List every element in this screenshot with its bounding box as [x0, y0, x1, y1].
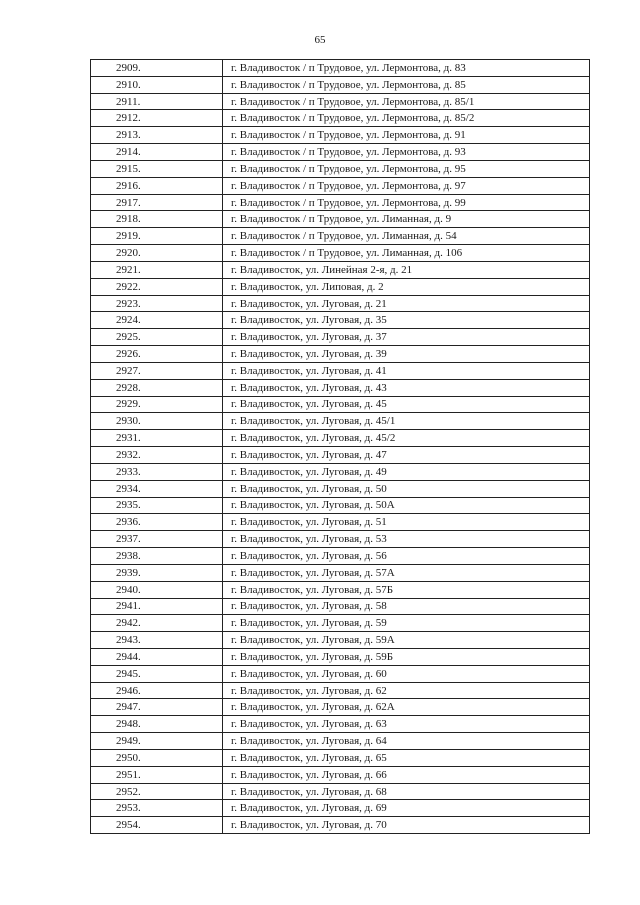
address-cell: г. Владивосток / п Трудовое, ул. Лермонтова, д. 99 — [223, 194, 590, 211]
row-number-cell: 2954. — [91, 817, 223, 834]
row-number-cell: 2953. — [91, 800, 223, 817]
address-cell: г. Владивосток, ул. Луговая, д. 69 — [223, 800, 590, 817]
table-row — [91, 60, 590, 77]
table-row — [91, 783, 590, 800]
table-row — [91, 430, 590, 447]
address-cell: г. Владивосток, ул. Луговая, д. 56 — [223, 548, 590, 565]
page-number: 65 — [314, 34, 326, 46]
address-cell: г. Владивосток, ул. Луговая, д. 53 — [223, 531, 590, 548]
table-row — [91, 329, 590, 346]
table-row — [91, 463, 590, 480]
address-cell: г. Владивосток, ул. Луговая, д. 62 — [223, 682, 590, 699]
address-cell: г. Владивосток, ул. Луговая, д. 50 — [223, 480, 590, 497]
table-row — [91, 648, 590, 665]
row-number-cell: 2923. — [91, 295, 223, 312]
table-row — [91, 245, 590, 262]
table-row — [91, 817, 590, 834]
table-row — [91, 665, 590, 682]
address-cell: г. Владивосток, ул. Липовая, д. 2 — [223, 278, 590, 295]
address-cell: г. Владивосток, ул. Луговая, д. 58 — [223, 598, 590, 615]
row-number-cell: 2925. — [91, 329, 223, 346]
table-row — [91, 76, 590, 93]
row-number-cell: 2930. — [91, 413, 223, 430]
address-cell: г. Владивосток, ул. Луговая, д. 59А — [223, 632, 590, 649]
address-cell: г. Владивосток, ул. Луговая, д. 45/2 — [223, 430, 590, 447]
address-cell: г. Владивосток / п Трудовое, ул. Лермонтова, д. 83 — [223, 60, 590, 77]
table-row — [91, 228, 590, 245]
row-number-cell: 2913. — [91, 127, 223, 144]
address-cell: г. Владивосток, ул. Луговая, д. 70 — [223, 817, 590, 834]
row-number-cell: 2920. — [91, 245, 223, 262]
table-row — [91, 733, 590, 750]
row-number-cell: 2915. — [91, 160, 223, 177]
table-row — [91, 564, 590, 581]
table-row — [91, 480, 590, 497]
address-cell: г. Владивосток / п Трудовое, ул. Лермонтова, д. 85/2 — [223, 110, 590, 127]
address-cell: г. Владивосток / п Трудовое, ул. Лиманная, д. 9 — [223, 211, 590, 228]
table-row — [91, 110, 590, 127]
address-cell: г. Владивосток, ул. Линейная 2-я, д. 21 — [223, 261, 590, 278]
row-number-cell: 2928. — [91, 379, 223, 396]
table-row — [91, 598, 590, 615]
address-cell: г. Владивосток, ул. Луговая, д. 66 — [223, 766, 590, 783]
table-row — [91, 682, 590, 699]
table-row — [91, 548, 590, 565]
row-number-cell: 2938. — [91, 548, 223, 565]
row-number-cell: 2909. — [91, 60, 223, 77]
row-number-cell: 2948. — [91, 716, 223, 733]
table-row — [91, 716, 590, 733]
row-number-cell: 2951. — [91, 766, 223, 783]
address-cell: г. Владивосток, ул. Луговая, д. 45/1 — [223, 413, 590, 430]
row-number-cell: 2933. — [91, 463, 223, 480]
table-row — [91, 615, 590, 632]
table-row — [91, 699, 590, 716]
row-number-cell: 2918. — [91, 211, 223, 228]
table-row — [91, 379, 590, 396]
address-cell: г. Владивосток / п Трудовое, ул. Лермонтова, д. 93 — [223, 144, 590, 161]
address-cell: г. Владивосток, ул. Луговая, д. 45 — [223, 396, 590, 413]
row-number-cell: 2924. — [91, 312, 223, 329]
table-row — [91, 144, 590, 161]
row-number-cell: 2952. — [91, 783, 223, 800]
address-cell: г. Владивосток, ул. Луговая, д. 47 — [223, 447, 590, 464]
address-cell: г. Владивосток, ул. Луговая, д. 51 — [223, 514, 590, 531]
address-cell: г. Владивосток, ул. Луговая, д. 39 — [223, 346, 590, 363]
address-cell: г. Владивосток, ул. Луговая, д. 50А — [223, 497, 590, 514]
table-row — [91, 413, 590, 430]
address-cell: г. Владивосток, ул. Луговая, д. 64 — [223, 733, 590, 750]
row-number-cell: 2950. — [91, 749, 223, 766]
table-row — [91, 278, 590, 295]
address-cell: г. Владивосток, ул. Луговая, д. 62А — [223, 699, 590, 716]
row-number-cell: 2949. — [91, 733, 223, 750]
address-cell: г. Владивосток, ул. Луговая, д. 21 — [223, 295, 590, 312]
table-row — [91, 396, 590, 413]
table-row — [91, 362, 590, 379]
address-cell: г. Владивосток, ул. Луговая, д. 60 — [223, 665, 590, 682]
address-cell: г. Владивосток, ул. Луговая, д. 68 — [223, 783, 590, 800]
table-row — [91, 531, 590, 548]
row-number-cell: 2939. — [91, 564, 223, 581]
row-number-cell: 2916. — [91, 177, 223, 194]
table-row — [91, 447, 590, 464]
table-row — [91, 346, 590, 363]
table-row — [91, 127, 590, 144]
address-cell: г. Владивосток, ул. Луговая, д. 65 — [223, 749, 590, 766]
row-number-cell: 2911. — [91, 93, 223, 110]
address-cell: г. Владивосток, ул. Луговая, д. 37 — [223, 329, 590, 346]
row-number-cell: 2934. — [91, 480, 223, 497]
table-row — [91, 211, 590, 228]
row-number-cell: 2940. — [91, 581, 223, 598]
address-cell: г. Владивосток, ул. Луговая, д. 59 — [223, 615, 590, 632]
address-table — [90, 59, 590, 834]
address-cell: г. Владивосток, ул. Луговая, д. 57А — [223, 564, 590, 581]
address-cell: г. Владивосток / п Трудовое, ул. Лермонтова, д. 91 — [223, 127, 590, 144]
row-number-cell: 2937. — [91, 531, 223, 548]
address-cell: г. Владивосток, ул. Луговая, д. 35 — [223, 312, 590, 329]
table-row — [91, 93, 590, 110]
row-number-cell: 2935. — [91, 497, 223, 514]
address-cell: г. Владивосток / п Трудовое, ул. Лиманная, д. 54 — [223, 228, 590, 245]
table-row — [91, 766, 590, 783]
row-number-cell: 2926. — [91, 346, 223, 363]
table-row — [91, 514, 590, 531]
table-row — [91, 160, 590, 177]
address-cell: г. Владивосток / п Трудовое, ул. Лермонтова, д. 95 — [223, 160, 590, 177]
row-number-cell: 2927. — [91, 362, 223, 379]
row-number-cell: 2947. — [91, 699, 223, 716]
row-number-cell: 2945. — [91, 665, 223, 682]
row-number-cell: 2943. — [91, 632, 223, 649]
row-number-cell: 2932. — [91, 447, 223, 464]
table-row — [91, 312, 590, 329]
row-number-cell: 2946. — [91, 682, 223, 699]
row-number-cell: 2912. — [91, 110, 223, 127]
row-number-cell: 2917. — [91, 194, 223, 211]
table-row — [91, 632, 590, 649]
address-cell: г. Владивосток / п Трудовое, ул. Лермонтова, д. 85/1 — [223, 93, 590, 110]
row-number-cell: 2921. — [91, 261, 223, 278]
row-number-cell: 2919. — [91, 228, 223, 245]
address-cell: г. Владивосток / п Трудовое, ул. Лермонтова, д. 97 — [223, 177, 590, 194]
address-table-body — [91, 60, 590, 834]
row-number-cell: 2936. — [91, 514, 223, 531]
table-row — [91, 194, 590, 211]
address-cell: г. Владивосток, ул. Луговая, д. 49 — [223, 463, 590, 480]
address-cell: г. Владивосток, ул. Луговая, д. 57Б — [223, 581, 590, 598]
row-number-cell: 2942. — [91, 615, 223, 632]
table-row — [91, 295, 590, 312]
row-number-cell: 2929. — [91, 396, 223, 413]
row-number-cell: 2944. — [91, 648, 223, 665]
row-number-cell: 2914. — [91, 144, 223, 161]
table-row — [91, 261, 590, 278]
row-number-cell: 2931. — [91, 430, 223, 447]
address-cell: г. Владивосток, ул. Луговая, д. 41 — [223, 362, 590, 379]
address-cell: г. Владивосток, ул. Луговая, д. 63 — [223, 716, 590, 733]
row-number-cell: 2910. — [91, 76, 223, 93]
table-row — [91, 800, 590, 817]
table-row — [91, 581, 590, 598]
row-number-cell: 2922. — [91, 278, 223, 295]
table-row — [91, 497, 590, 514]
row-number-cell: 2941. — [91, 598, 223, 615]
address-cell: г. Владивосток / п Трудовое, ул. Лермонтова, д. 85 — [223, 76, 590, 93]
address-cell: г. Владивосток, ул. Луговая, д. 43 — [223, 379, 590, 396]
table-row — [91, 177, 590, 194]
address-cell: г. Владивосток / п Трудовое, ул. Лиманная, д. 106 — [223, 245, 590, 262]
address-cell: г. Владивосток, ул. Луговая, д. 59Б — [223, 648, 590, 665]
table-row — [91, 749, 590, 766]
